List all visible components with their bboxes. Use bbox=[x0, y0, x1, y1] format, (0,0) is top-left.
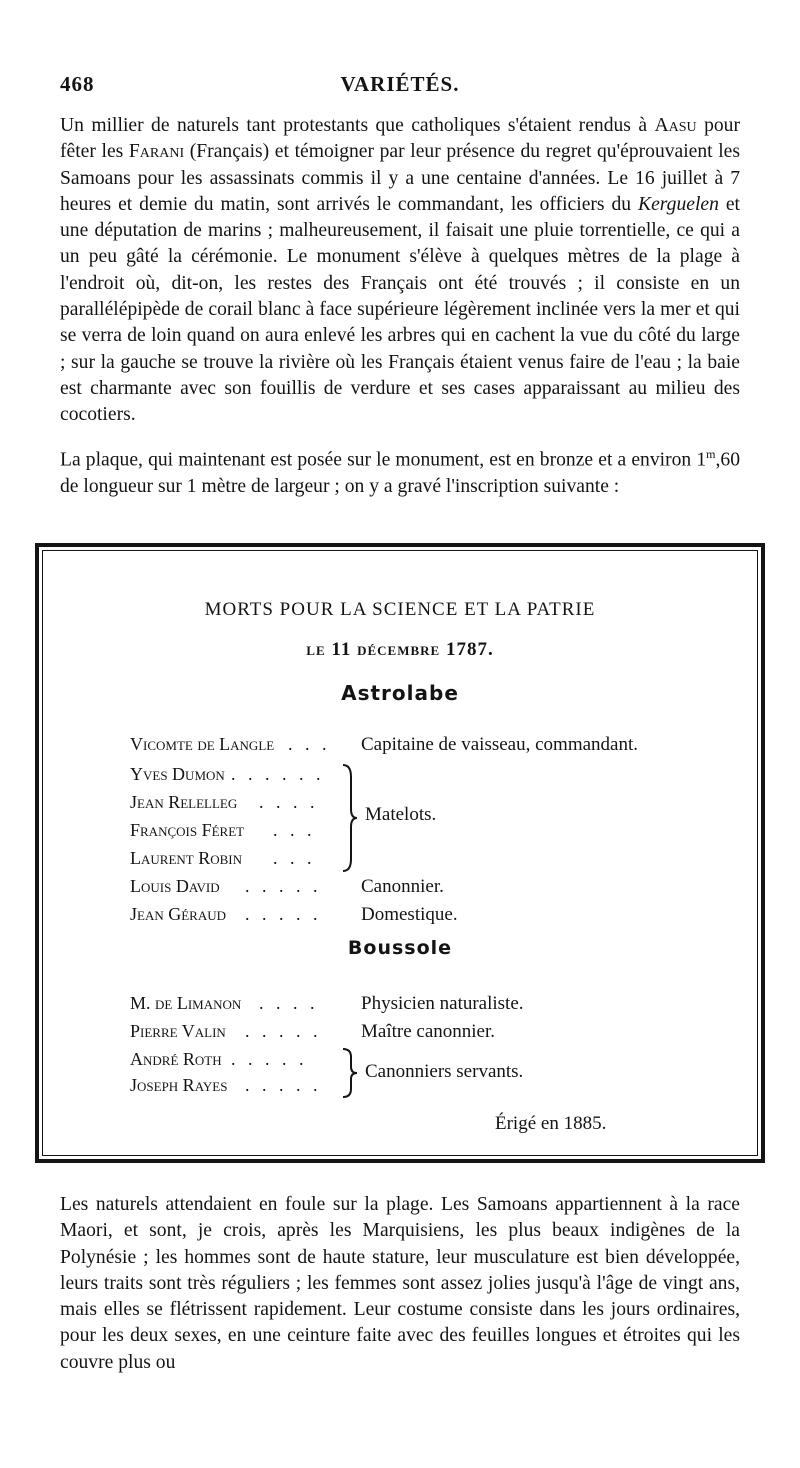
crew-role: Domestique. bbox=[361, 904, 458, 925]
brace-matelots bbox=[339, 763, 359, 873]
crew-name: Louis David bbox=[130, 876, 220, 896]
paragraph-ceremony bbox=[60, 113, 740, 429]
inscription-plaque bbox=[35, 543, 765, 1163]
leader-dots: . . . . . bbox=[245, 1021, 322, 1041]
ship-name: Kerguelen bbox=[638, 193, 719, 215]
text-run: Un millier de naturels tant protestants que catholiques s'étaient rendus à bbox=[60, 115, 655, 136]
leader-dots: . . . . . bbox=[245, 904, 322, 924]
leader-dots: . . . . . bbox=[245, 1075, 322, 1095]
text-run: et une députation de marins ; malheureusement, il faisait une pluie torrentielle, ce qui a un peu gâté la cérémonie. Le monument s'élève à quelques mètres de la plage à l'endroit où, dit-on, les restes des Français ont été trouvés ; il consiste en un parallélépipède de corail blanc à face supérieure légèrement inclinée vers la mer et qui se verra de loin quand on aura enlevé les arbres qui en cachent la vue du côté du large ; sur la gauche se trouve la rivière où les Français étaient venus faire de l'eau ; la baie est charmante avec son fouillis de verdure et ses cases apparaissant au milieu des cocotiers. bbox=[60, 193, 740, 426]
crew-name: Laurent Robin bbox=[130, 848, 242, 868]
text-run: (Français) et témoigner par leur présence du regret qu'éprouvaient les Samoans pour les assassinats commis il y a une centaine d'années. Le 16 juillet à 7 heures et demie du matin, sont arrivés le commandant, les officiers du bbox=[60, 141, 741, 215]
leader-dots: . . . bbox=[273, 848, 316, 868]
leader-dots: . . . bbox=[273, 820, 316, 840]
place-name: Aasu bbox=[654, 115, 697, 136]
crew-name: Jean Géraud bbox=[130, 904, 226, 924]
crew-role: Capitaine de vaisseau, commandant. bbox=[361, 734, 638, 755]
crew-role: Maître canonnier. bbox=[361, 1021, 496, 1042]
ship-astrolabe: Astrolabe bbox=[341, 681, 459, 705]
crew-name: M. de Limanon bbox=[130, 993, 242, 1013]
leader-dots: . . . . bbox=[259, 792, 319, 812]
leader-dots: . . . . . bbox=[245, 876, 322, 896]
crew-name: Jean Relelleg bbox=[130, 792, 238, 812]
brace-canonniers bbox=[339, 1047, 359, 1099]
crew-name: Pierre Valin bbox=[130, 1021, 226, 1041]
crew-role: Canonniers servants. bbox=[365, 1061, 524, 1082]
text-run: La plaque, qui maintenant est posée sur le monument, est en bronze et a environ 1 bbox=[60, 449, 707, 471]
crew-role: Physicien naturaliste. bbox=[361, 993, 524, 1014]
paragraph-samoans: Les naturels attendaient en foule sur la plage. Les Samoans appartiennent à la race Maori, et sont, je crois, après les Marquisiens, les plus beaux indigènes de la Polynésie ; les hommes sont de haute stature, leur musculature est bien développée, leurs traits sont très réguliers ; les femmes sont assez jolies jusqu'à l'âge de vingt ans, mais elles se flétrissent rapidement. Leur costume consiste dans les jours ordinaires, pour les deux sexes, en une ceinture faite avec des feuilles longues et étroites qui les couvre plus ou bbox=[60, 1194, 740, 1373]
ship-boussole: Boussole bbox=[347, 937, 453, 959]
crew-role: Matelots. bbox=[365, 804, 437, 825]
paragraph-plaque bbox=[60, 441, 740, 500]
leader-dots: . . . . bbox=[259, 993, 319, 1013]
crew-role: Canonnier. bbox=[361, 876, 444, 897]
crew-name: André Roth bbox=[130, 1049, 222, 1069]
farani-term: Farani bbox=[128, 141, 185, 163]
page-header bbox=[60, 72, 740, 102]
crew-name: François Féret bbox=[130, 820, 245, 840]
crew-name: Vicomte de Langle bbox=[130, 734, 275, 754]
inscription-title: MORTS POUR LA SCIENCE ET LA PATRIE bbox=[204, 599, 596, 620]
inscription-date: le 11 décembre 1787. bbox=[306, 639, 494, 660]
text-run: pour fêter les bbox=[60, 115, 740, 163]
crew-name: Joseph Rayes bbox=[130, 1075, 228, 1095]
text-run: ,60 de longueur sur 1 mètre de largeur ; on y a gravé l'inscription suivante : bbox=[60, 449, 740, 497]
running-title: VARIÉTÉS. bbox=[340, 72, 460, 96]
leader-dots: . . . bbox=[288, 734, 331, 754]
leader-dots: . . . . . bbox=[231, 1049, 308, 1069]
erected-date: Érigé en 1885. bbox=[495, 1113, 607, 1134]
crew-name: Yves Dumon bbox=[130, 764, 225, 784]
page-number: 468 bbox=[60, 72, 95, 96]
unit-superscript: m bbox=[706, 447, 716, 461]
plaque-inner-border bbox=[42, 550, 758, 1156]
leader-dots: . . . . . . bbox=[231, 764, 325, 784]
